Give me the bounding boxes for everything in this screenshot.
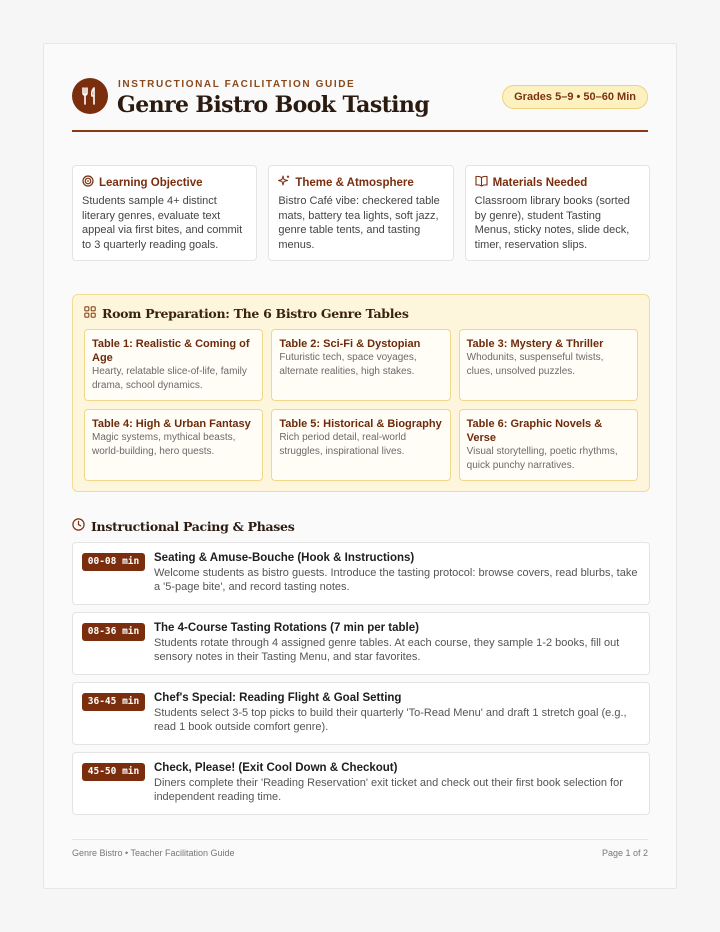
theme-atmosphere-card: [268, 165, 453, 261]
pacing-section-heading: [72, 518, 294, 534]
clock-icon: [72, 518, 85, 534]
phase-desc: Students rotate through 4 assigned genre tables. At each course, they sample 1-2 books, fill out sensory notes in their Tasting Menu, and star favorites.: [154, 637, 620, 663]
genre-table-card: [459, 409, 638, 481]
genre-table-title: Table 3: Mystery & Thriller: [466, 338, 604, 350]
phase-title: The 4-Course Tasting Rotations (7 min per table): [154, 622, 419, 634]
fork-knife-icon: [72, 78, 108, 114]
target-icon: [82, 175, 94, 190]
phase-list: [72, 542, 650, 822]
phase-desc: Students select 3-5 top picks to build their quarterly 'To-Read Menu' and draft 1 stretch goal (e.g., read 1 book outside comfort genre).: [154, 707, 627, 733]
card-title: Learning Objective: [99, 176, 203, 189]
phase-time-badge: 45-50 min: [82, 763, 145, 781]
phase-row: [72, 542, 650, 605]
footer-doc-title: Genre Bistro • Teacher Facilitation Guide: [72, 848, 235, 858]
card-body: Students sample 4+ distinct literary genres, evaluate text appeal via first bites, and commit to 3 quarterly reading goals.: [82, 195, 243, 251]
phase-desc: Diners complete their 'Reading Reservation' exit ticket and check out their first book selection for independent reading time.: [154, 777, 623, 803]
guide-kicker: INSTRUCTIONAL FACILITATION GUIDE: [118, 79, 356, 90]
room-prep-title: Room Preparation: The 6 Bistro Genre Tables: [102, 306, 409, 321]
header-divider: [72, 130, 648, 132]
phase-time-badge: 00-08 min: [82, 553, 145, 571]
genre-table-title: Table 6: Graphic Novels & Verse: [466, 418, 603, 444]
sparkle-icon: [278, 175, 290, 190]
card-title: Materials Needed: [492, 176, 588, 189]
card-body: Classroom library books (sorted by genre), student Tasting Menus, sticky notes, slide deck, timer, reservation slips.: [474, 195, 630, 251]
phase-time-badge: 36-45 min: [82, 693, 145, 711]
page-number: Page 1 of 2: [601, 848, 648, 858]
room-preparation-panel: [72, 294, 650, 492]
phase-title: Chef's Special: Reading Flight & Goal Setting: [154, 692, 402, 704]
genre-table-card: [84, 329, 263, 401]
genre-tables-grid: [84, 329, 638, 481]
phase-time-badge: 08-36 min: [82, 623, 145, 641]
page-title: Genre Bistro Book Tasting: [117, 92, 430, 118]
book-open-icon: [475, 175, 488, 190]
phase-row: [72, 752, 650, 815]
genre-table-card: [271, 329, 450, 401]
learning-objective-card: [72, 165, 257, 261]
genre-table-card: [271, 409, 450, 481]
info-cards: [72, 165, 650, 261]
genre-table-card: [459, 329, 638, 401]
genre-table-desc: Whodunits, suspenseful twists, clues, unsolved puzzles.: [466, 352, 604, 377]
grid-icon: [84, 306, 96, 321]
guide-page: [43, 43, 677, 889]
materials-needed-card: [465, 165, 650, 261]
grade-duration-badge: Grades 5–9 • 50–60 Min: [502, 85, 648, 109]
genre-table-title: Table 2: Sci-Fi & Dystopian: [279, 338, 421, 350]
phase-row: [72, 612, 650, 675]
phase-title: Check, Please! (Exit Cool Down & Checkout): [154, 762, 398, 774]
genre-table-title: Table 1: Realistic & Coming of Age: [92, 338, 250, 364]
genre-table-title: Table 5: Historical & Biography: [279, 418, 442, 430]
pacing-title: Instructional Pacing & Phases: [91, 518, 295, 534]
genre-table-desc: Magic systems, mythical beasts, world-building, hero quests.: [92, 432, 236, 457]
genre-table-title: Table 4: High & Urban Fantasy: [92, 418, 251, 430]
genre-table-desc: Hearty, relatable slice-of-life, family drama, school dynamics.: [92, 366, 247, 391]
phase-row: [72, 682, 650, 745]
card-body: Bistro Café vibe: checkered table mats, battery tea lights, soft jazz, genre table tents, and tasting menus.: [278, 195, 440, 251]
genre-table-desc: Futuristic tech, space voyages, alternate realities, high stakes.: [279, 352, 417, 377]
genre-table-desc: Rich period detail, real-world struggles, inspirational lives.: [279, 432, 407, 457]
phase-desc: Welcome students as bistro guests. Introduce the tasting protocol: browse covers, read blurbs, take a '5-page bite', and record tasting notes.: [154, 567, 638, 593]
phase-title: Seating & Amuse-Bouche (Hook & Instructions): [154, 552, 415, 564]
card-title: Theme & Atmosphere: [295, 176, 414, 189]
genre-table-card: [84, 409, 263, 481]
footer-divider: [72, 839, 648, 840]
genre-table-desc: Visual storytelling, poetic rhythms, quick punchy narratives.: [466, 446, 618, 471]
